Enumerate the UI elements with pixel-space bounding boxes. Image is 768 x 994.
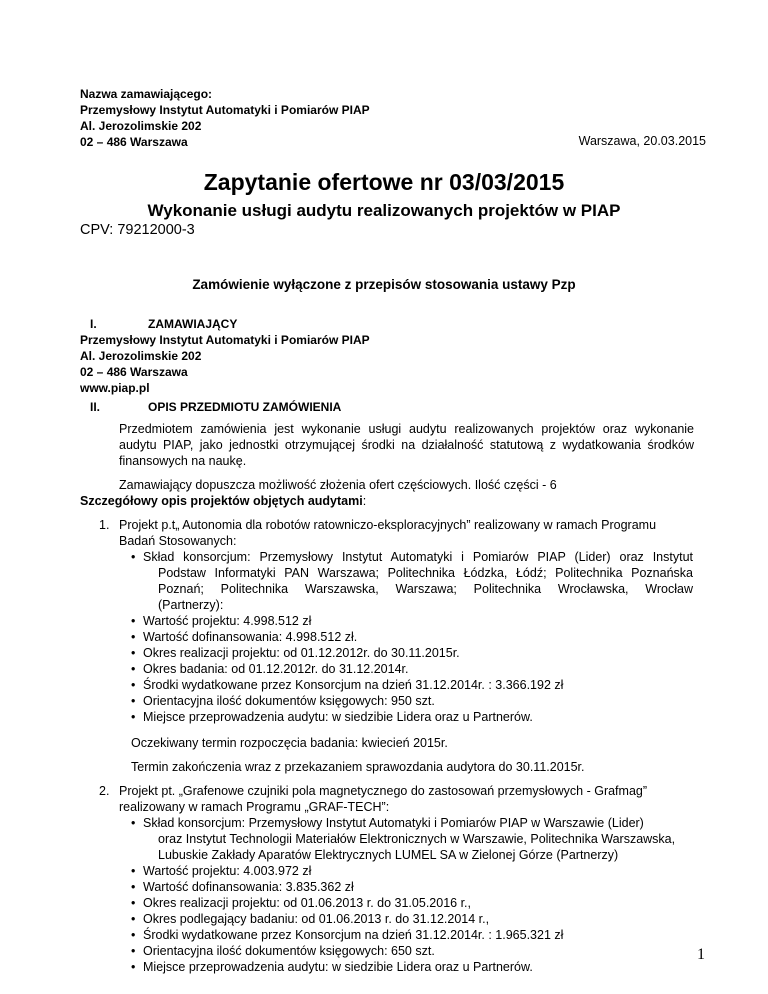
page-number: 1	[697, 946, 705, 963]
section-2-para-line-1: Przedmiotem zamówienia jest wykonanie usługi audytu realizowanych projektów oraz wykonanie	[119, 422, 694, 436]
project-2-funding: Wartość dofinansowania: 3.835.362 zł	[143, 880, 354, 894]
project-1-audit-period: Okres badania: od 01.12.2012r. do 31.12.2014r.	[143, 662, 409, 676]
project-1-period: Okres realizacji projektu: od 01.12.2012r. do 30.11.2015r.	[143, 646, 460, 660]
section-2-title: OPIS PRZEDMIOTU ZAMÓWIENIA	[148, 400, 342, 414]
project-1-consortium-line-4: (Partnerzy):	[158, 598, 224, 612]
project-1-value: Wartość projektu: 4.998.512 zł	[143, 614, 312, 628]
buyer-label: Nazwa zamawiającego:	[80, 87, 213, 101]
project-1-consortium-line-3: Poznań; Politechnika Warszawska, Warszawa; Politechnika Wrocławska, Wrocław	[158, 582, 693, 596]
buyer-header	[80, 86, 370, 150]
project-1-consortium-line-2: Podstaw Informatyki PAN Warszawa; Politechnika Łódzka, Łódź; Politechnika Poznańska	[158, 566, 693, 580]
bullet-icon: •	[131, 944, 136, 958]
project-2-consortium-line-3: Lubuskie Zakłady Aparatów Elektrycznych LUMEL SA w Zielonej Górze (Partnerzy)	[158, 848, 619, 862]
bullet-icon: •	[131, 960, 136, 974]
project-1-spent: Środki wydatkowane przez Konsorcjum na dzień 31.12.2014r. : 3.366.192 zł	[143, 678, 564, 692]
bullet-icon: •	[131, 816, 136, 830]
document-date: Warszawa, 20.03.2015	[578, 134, 706, 148]
project-1-title-line-1: Projekt p.t„ Autonomia dla robotów ratowniczo-eksploracyjnych” realizowany w ramach Programu	[119, 518, 657, 532]
project-2-period: Okres realizacji projektu: od 01.06.2013 r. do 31.05.2016 r.,	[143, 896, 471, 910]
bullet-icon: •	[131, 662, 136, 676]
bullet-icon: •	[131, 694, 136, 708]
bullet-icon: •	[131, 630, 136, 644]
project-1-docs: Orientacyjna ilość dokumentów księgowych: 950 szt.	[143, 694, 435, 708]
section-2-number: II.	[90, 400, 101, 414]
project-2-docs: Orientacyjna ilość dokumentów księgowych: 650 szt.	[143, 944, 435, 958]
details-heading: Szczegółowy opis projektów objętych audytami	[80, 494, 363, 508]
details-heading-wrap	[80, 494, 366, 508]
section-1-web: www.piap.pl	[80, 381, 150, 395]
buyer-city: 02 – 486 Warszawa	[80, 135, 188, 149]
cpv-code: CPV: 79212000-3	[80, 222, 195, 238]
details-colon: :	[362, 494, 367, 508]
project-2-audit-period: Okres podlegający badaniu: od 01.06.2013 r. do 31.12.2014 r.,	[143, 912, 490, 926]
section-1-city: 02 – 486 Warszawa	[80, 365, 188, 379]
project-1-number: 1.	[99, 518, 110, 532]
section-1-street: Al. Jerozolimskie 202	[80, 349, 202, 363]
bullet-icon: •	[131, 928, 136, 942]
bullet-icon: •	[131, 614, 136, 628]
bullet-icon: •	[131, 550, 136, 564]
buyer-street: Al. Jerozolimskie 202	[80, 119, 202, 133]
project-2-value: Wartość projektu: 4.003.972 zł	[143, 864, 312, 878]
project-1-consortium-line-1: Skład konsorcjum: Przemysłowy Instytut Automatyki i Pomiarów PIAP (Lider) oraz Instytut	[143, 550, 693, 564]
bullet-icon: •	[131, 912, 136, 926]
project-1-place: Miejsce przeprowadzenia audytu: w siedzibie Lidera oraz u Partnerów.	[143, 710, 533, 724]
project-2-spent: Środki wydatkowane przez Konsorcjum na dzień 31.12.2014r. : 1.965.321 zł	[143, 928, 564, 942]
project-1-title-line-2: Badań Stosowanych:	[119, 534, 237, 548]
project-2-place: Miejsce przeprowadzenia audytu: w siedzibie Lidera oraz u Partnerów.	[143, 960, 533, 974]
project-2-number: 2.	[99, 784, 110, 798]
exclusion-note: Zamówienie wyłączone z przepisów stosowania ustawy Pzp	[192, 277, 576, 292]
section-1-org: Przemysłowy Instytut Automatyki i Pomiarów PIAP	[80, 333, 370, 347]
project-1-start: Oczekiwany termin rozpoczęcia badania: kwiecień 2015r.	[131, 736, 448, 750]
project-2-title-line-2: realizowany w ramach Programu „GRAF-TECH”:	[119, 800, 390, 814]
section-2-para-line-3: finansowych na naukę.	[119, 454, 247, 468]
section-1-title: ZAMAWIAJĄCY	[148, 317, 238, 331]
document-subtitle: Wykonanie usługi audytu realizowanych projektów w PIAP	[147, 201, 621, 220]
bullet-icon: •	[131, 880, 136, 894]
bullet-icon: •	[131, 864, 136, 878]
project-1-funding: Wartość dofinansowania: 4.998.512 zł.	[143, 630, 358, 644]
section-2-para-line-2: audytu PIAP, jako jednostki otrzymującej środki na działalność statutową z wydatkowania środków	[119, 438, 694, 452]
bullet-icon: •	[131, 678, 136, 692]
document-title: Zapytanie ofertowe nr 03/03/2015	[203, 169, 565, 195]
partial-offers-note: Zamawiający dopuszcza możliwość złożenia ofert częściowych. Ilość części - 6	[119, 478, 557, 492]
project-2-consortium-line-1: Skład konsorcjum: Przemysłowy Instytut Automatyki i Pomiarów PIAP w Warszawie (Lider)	[143, 816, 644, 830]
bullet-icon: •	[131, 710, 136, 724]
bullet-icon: •	[131, 896, 136, 910]
section-1-number: I.	[90, 317, 97, 331]
project-1-end: Termin zakończenia wraz z przekazaniem sprawozdania audytora do 30.11.2015r.	[131, 760, 585, 774]
project-2-title-line-1: Projekt pt. „Grafenowe czujniki pola magnetycznego do zastosowań przemysłowych - Grafmag”	[119, 784, 648, 798]
section-1-address	[80, 332, 370, 396]
bullet-icon: •	[131, 646, 136, 660]
project-2-consortium-line-2: oraz Instytut Technologii Materiałów Elektronicznych w Warszawie, Politechnika Warszawska,	[158, 832, 676, 846]
buyer-org: Przemysłowy Instytut Automatyki i Pomiarów PIAP	[80, 103, 370, 117]
